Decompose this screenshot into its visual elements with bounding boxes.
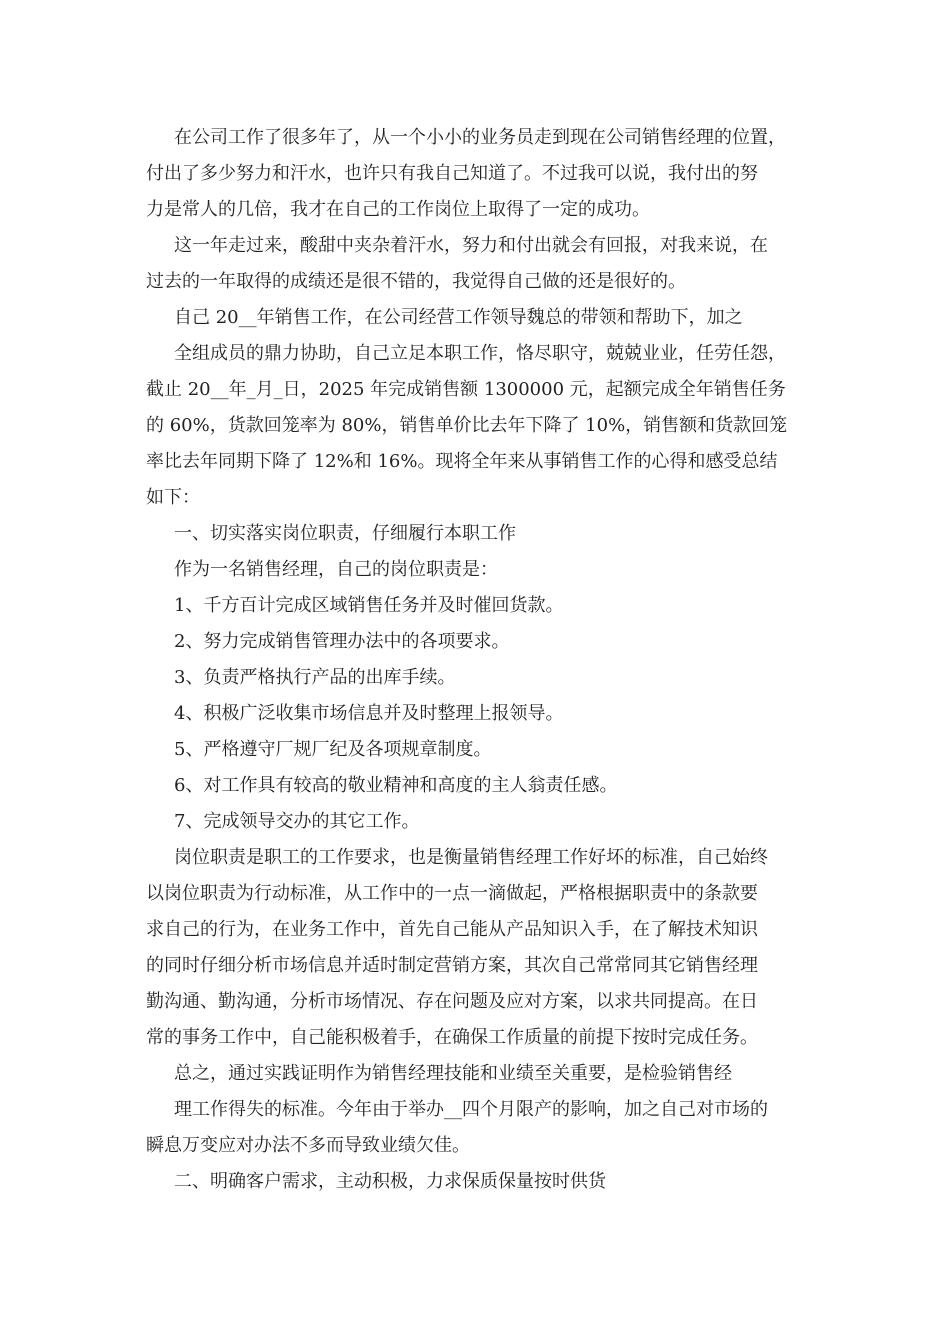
text-line: 瞬息万变应对办法不多而导致业绩欠佳。 — [146, 1135, 470, 1156]
text-line: 总之，通过实践证明作为销售经理技能和业绩至关重要，是检验销售经 — [174, 1063, 732, 1084]
section-heading: 二、明确客户需求，主动积极，力求保质保量按时供货 — [174, 1171, 606, 1192]
text-line: 过去的一年取得的成绩还是很不错的，我觉得自己做的还是很好的。 — [146, 271, 686, 292]
text-line: 岗位职责是职工的工作要求，也是衡量销售经理工作好坏的标准，自己始终 — [174, 847, 768, 868]
text-line: 以岗位职责为行动标准，从工作中的一点一滴做起，严格根据职责中的条款要 — [146, 883, 758, 904]
section-heading: 一、切实落实岗位职责，仔细履行本职工作 — [174, 523, 516, 544]
text-line: 付出了多少努力和汗水，也许只有我自己知道了。不过我可以说，我付出的努 — [146, 163, 758, 184]
text-line: 常的事务工作中，自己能积极着手，在确保工作质量的前提下按时完成任务。 — [146, 1027, 758, 1048]
text-line: 的 60%，货款回笼率为 80%，销售单价比去年下降了 10%，销售额和货款回笼 — [146, 415, 788, 436]
text-line: 作为一名销售经理，自己的岗位职责是： — [174, 559, 498, 580]
text-line: 截止 20__年_月_日，2025 年完成销售额 1300000 元，起额完成全年销售任务 — [146, 379, 786, 400]
text-line: 力是常人的几倍，我才在自己的工作岗位上取得了一定的成功。 — [146, 199, 650, 220]
text-line: 在公司工作了很多年了，从一个小小的业务员走到现在公司销售经理的位置， — [174, 127, 786, 148]
text-line: 的同时仔细分析市场信息并适时制定营销方案，其次自己常常同其它销售经理 — [146, 955, 758, 976]
list-item: 2、努力完成销售管理办法中的各项要求。 — [174, 631, 510, 652]
text-line: 如下： — [146, 487, 200, 508]
text-line: 自己 20__年销售工作，在公司经营工作领导魏总的带领和帮助下，加之 — [174, 307, 743, 328]
list-item: 5、严格遵守厂规厂纪及各项规章制度。 — [174, 739, 492, 760]
text-line: 求自己的行为，在业务工作中，首先自己能从产品知识入手，在了解技术知识 — [146, 919, 758, 940]
text-line: 理工作得失的标准。今年由于举办__四个月限产的影响，加之自己对市场的 — [174, 1099, 768, 1120]
list-item: 7、完成领导交办的其它工作。 — [174, 811, 420, 832]
text-line: 率比去年同期下降了 12%和 16%。现将全年来从事销售工作的心得和感受总结 — [146, 451, 778, 472]
list-item: 1、千方百计完成区域销售任务并及时催回货款。 — [174, 595, 564, 616]
list-item: 6、对工作具有较高的敬业精神和高度的主人翁责任感。 — [174, 775, 618, 796]
list-item: 4、积极广泛收集市场信息并及时整理上报领导。 — [174, 703, 564, 724]
text-line: 这一年走过来，酸甜中夹杂着汗水，努力和付出就会有回报，对我来说，在 — [174, 235, 768, 256]
list-item: 3、负责严格执行产品的出库手续。 — [174, 667, 456, 688]
text-line: 全组成员的鼎力协助，自己立足本职工作，恪尽职守，兢兢业业，任劳任怨， — [174, 343, 786, 364]
text-line: 勤沟通、勤沟通，分析市场情况、存在问题及应对方案，以求共同提高。在日 — [146, 991, 758, 1012]
